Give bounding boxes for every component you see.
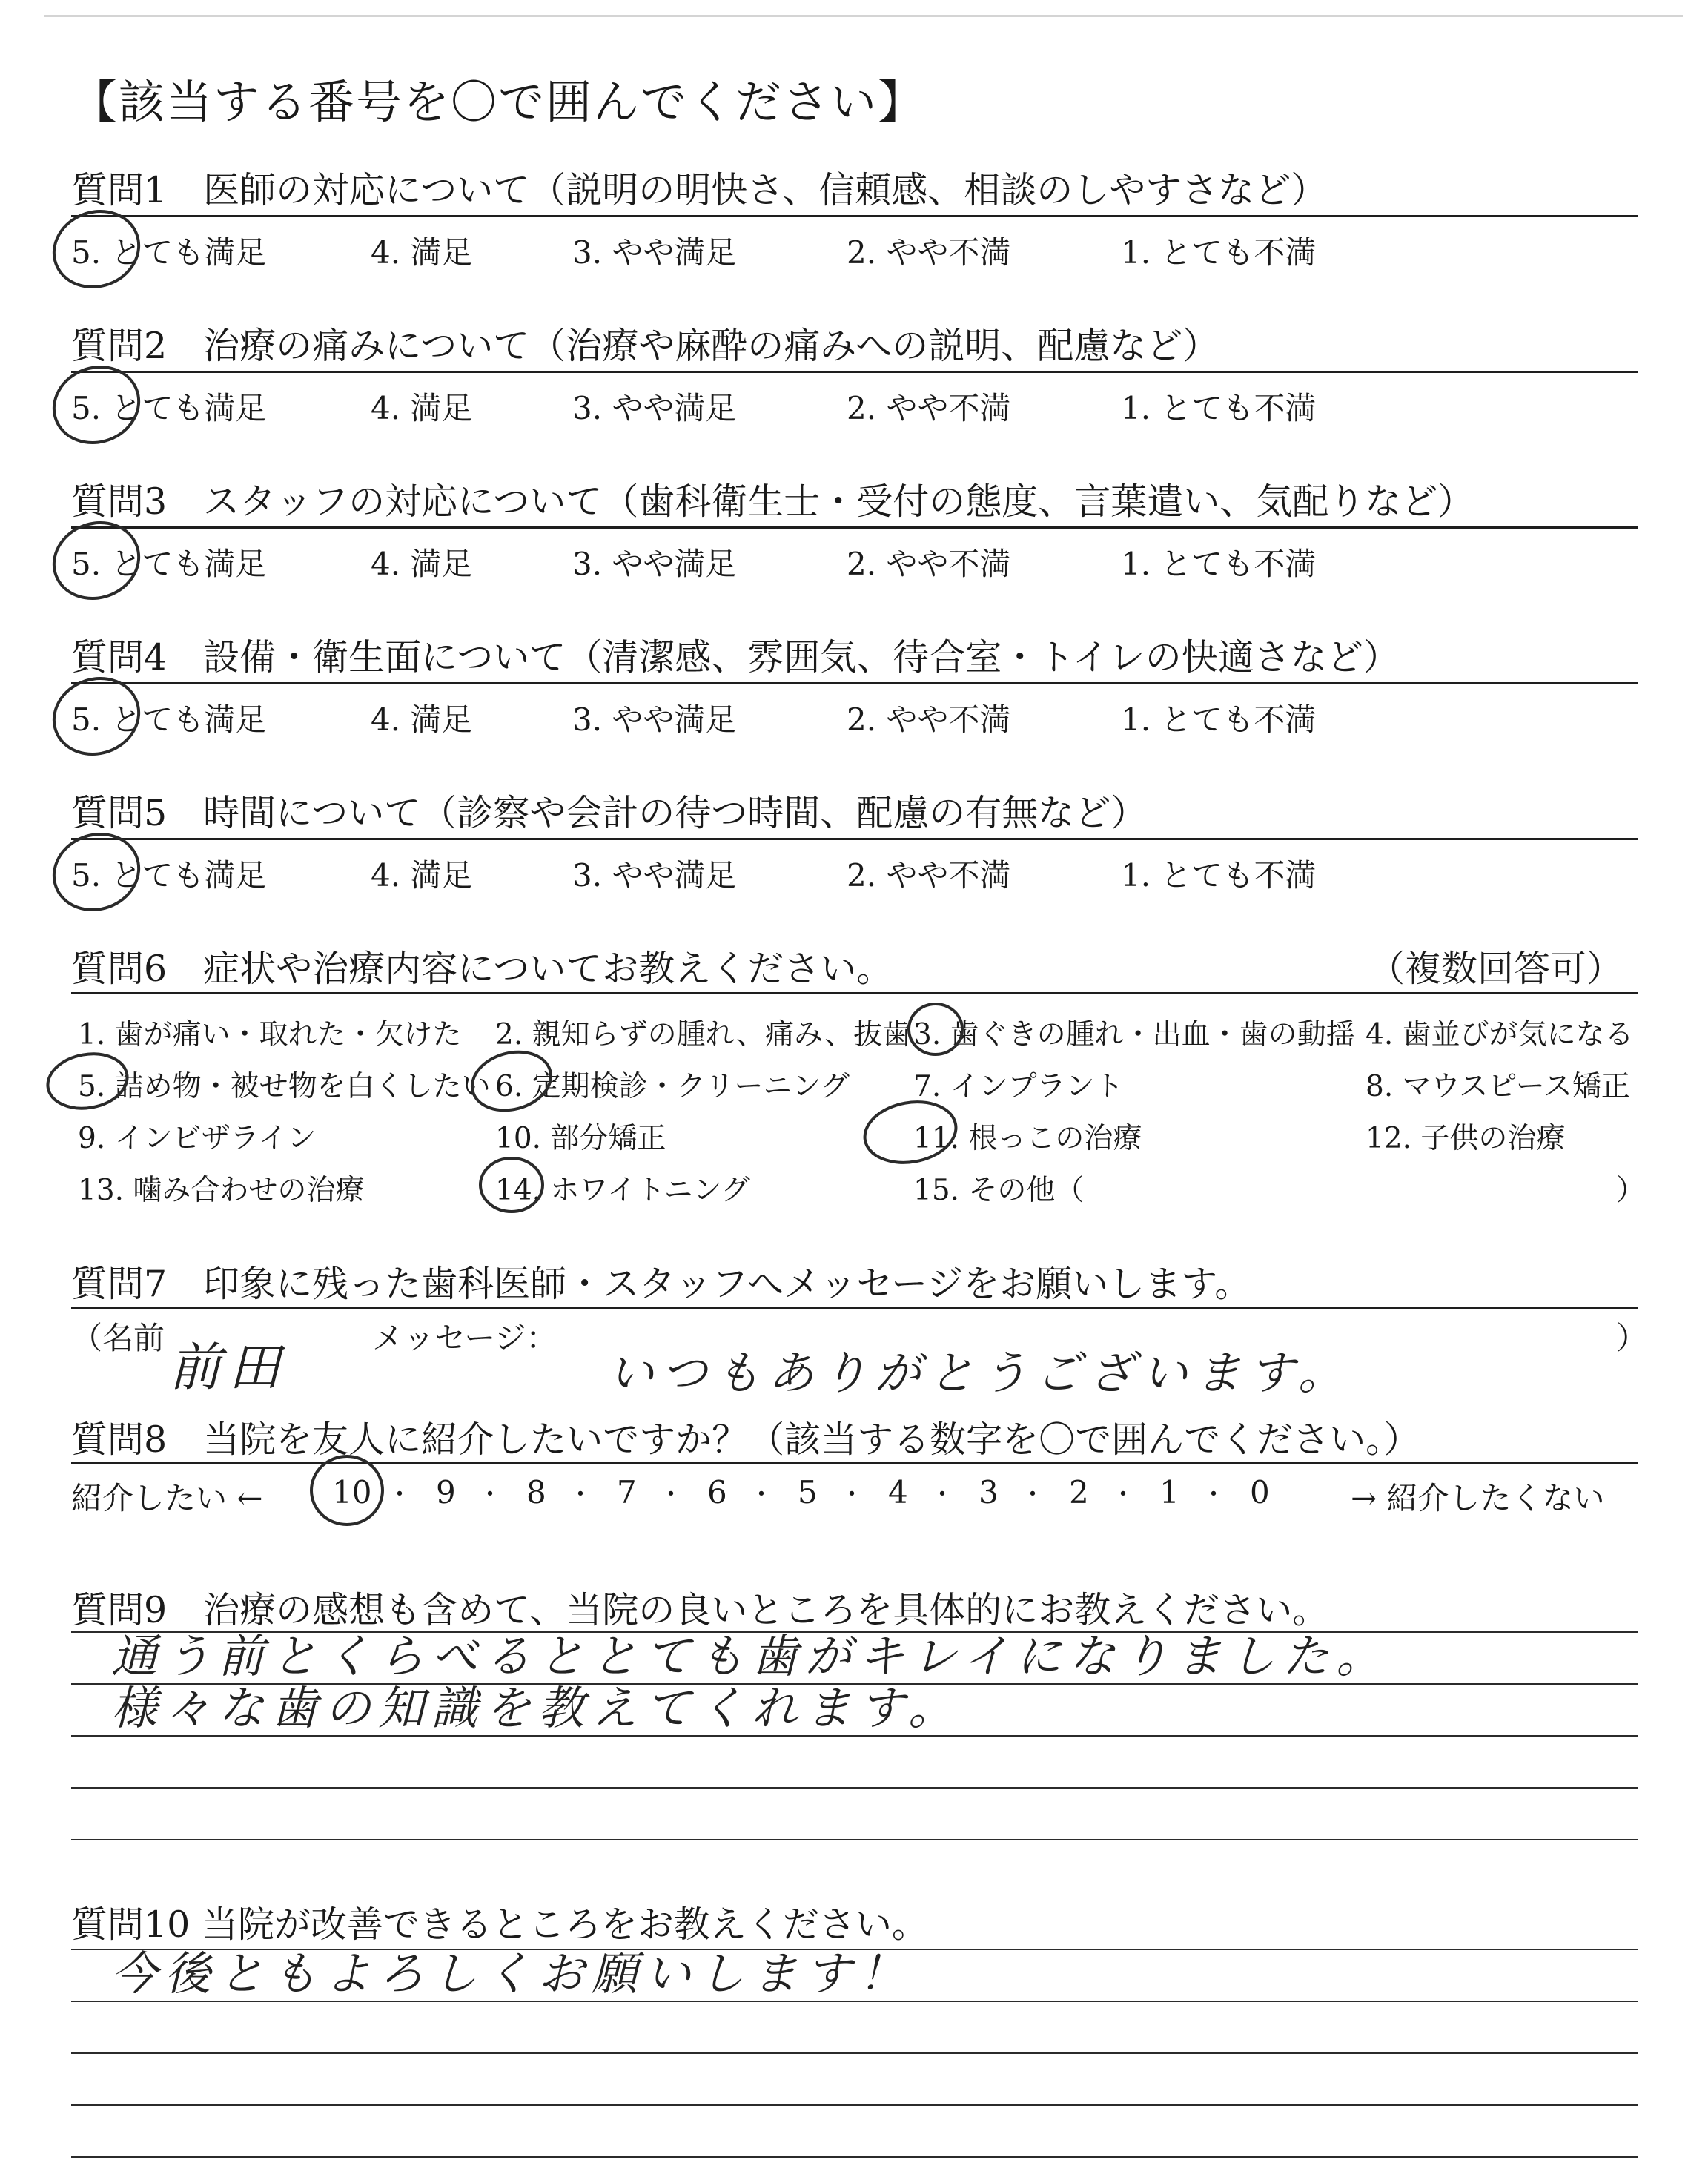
- q2-option-4[interactable]: 4. 満足: [371, 390, 473, 426]
- q6-option-15[interactable]: 15. その他（: [913, 1174, 1085, 1207]
- q8-scale-0[interactable]: 0: [1250, 1474, 1270, 1510]
- q3-option-2[interactable]: 2. やや不満: [847, 546, 1011, 582]
- q5-rule: [71, 838, 1638, 840]
- q8-scale-2[interactable]: 2: [1069, 1474, 1089, 1510]
- q10-answer-rule: [71, 2104, 1638, 2106]
- q1-rule: [71, 215, 1638, 217]
- q7-name-label: （名前: [71, 1320, 165, 1356]
- q6-option-7[interactable]: 7. インプラント: [913, 1070, 1124, 1103]
- q6-other-close-paren: ）: [1616, 1174, 1646, 1207]
- q2-option-5[interactable]: 5. とても満足: [71, 390, 267, 426]
- q9-title: 質問9 治療の感想も含めて、当院の良いところを具体的にお教えください。: [71, 1589, 1329, 1631]
- q6-option-5[interactable]: 5. 詰め物・被せ物を白くしたい: [78, 1070, 491, 1103]
- q7-rule: [71, 1307, 1638, 1309]
- q6-title: 質問6 症状や治療内容についてお教えください。: [71, 948, 893, 990]
- q4-option-5[interactable]: 5. とても満足: [71, 701, 267, 738]
- q5-title: 質問5 時間について（診察や会計の待つ時間、配慮の有無など）: [71, 792, 1148, 834]
- q4-rule: [71, 682, 1638, 684]
- q8-scale-dot: ・: [387, 1480, 412, 1510]
- q10-answer-rule: [71, 2052, 1638, 2054]
- q8-scale-5[interactable]: 5: [798, 1474, 818, 1510]
- q6-option-4[interactable]: 4. 歯並びが気になる: [1366, 1018, 1634, 1051]
- top-border: [44, 15, 1683, 17]
- q3-option-5[interactable]: 5. とても満足: [71, 546, 267, 582]
- q6-option-6[interactable]: 6. 定期検診・クリーニング: [495, 1070, 850, 1103]
- q6-option-12[interactable]: 12. 子供の治療: [1366, 1122, 1566, 1155]
- q9-answer-rule: [71, 1839, 1638, 1840]
- q6-option-1[interactable]: 1. 歯が痛い・取れた・欠けた: [78, 1018, 462, 1051]
- q6-note: （複数回答可）: [1368, 948, 1623, 990]
- q2-rule: [71, 371, 1638, 373]
- q6-option-14[interactable]: 14. ホワイトニング: [495, 1174, 750, 1207]
- q9-answer-rule: [71, 1787, 1638, 1789]
- q8-left-label: 紹介したい ←: [71, 1480, 263, 1516]
- q4-option-4[interactable]: 4. 満足: [371, 701, 473, 738]
- q10-title: 質問10 当院が改善できるところをお教えください。: [71, 1903, 928, 1946]
- q7-title: 質問7 印象に残った歯科医師・スタッフへメッセージをお願いします。: [71, 1263, 1251, 1305]
- q8-scale-dot: ・: [568, 1480, 593, 1510]
- q1-option-2[interactable]: 2. やや不満: [847, 234, 1011, 271]
- q8-scale-3[interactable]: 3: [979, 1474, 999, 1510]
- q5-option-4[interactable]: 4. 満足: [371, 857, 473, 894]
- q6-option-8[interactable]: 8. マウスピース矯正: [1366, 1070, 1630, 1103]
- q8-scale-10[interactable]: 10: [332, 1474, 372, 1510]
- q4-title: 質問4 設備・衛生面について（清潔感、雰囲気、待合室・トイレの快適さなど）: [71, 636, 1400, 678]
- q9-answer-line-2[interactable]: 様々な歯の知識を教えてくれます。: [111, 1681, 962, 1735]
- q2-option-2[interactable]: 2. やや不満: [847, 390, 1011, 426]
- q10-answer-rule: [71, 2001, 1638, 2002]
- q1-option-3[interactable]: 3. やや満足: [572, 234, 737, 271]
- q4-option-2[interactable]: 2. やや不満: [847, 701, 1011, 738]
- q1-option-1[interactable]: 1. とても不満: [1121, 234, 1317, 271]
- q8-scale-dot: ・: [1020, 1480, 1045, 1510]
- q7-name-value[interactable]: 前田: [169, 1337, 288, 1398]
- q9-answer-rule: [71, 1735, 1638, 1737]
- q5-option-2[interactable]: 2. やや不満: [847, 857, 1011, 894]
- q7-message-value[interactable]: いつもありがとうございます。: [608, 1346, 1352, 1400]
- q3-option-4[interactable]: 4. 満足: [371, 546, 473, 582]
- form-heading: 【該当する番号を〇で囲んでください】: [71, 75, 926, 129]
- q5-option-5[interactable]: 5. とても満足: [71, 857, 267, 894]
- q1-title: 質問1 医師の対応について（説明の明快さ、信頼感、相談のしやすさなど）: [71, 169, 1328, 211]
- q8-scale-4[interactable]: 4: [888, 1474, 908, 1510]
- q8-scale-dot: ・: [477, 1480, 503, 1510]
- q3-rule: [71, 526, 1638, 529]
- q8-scale-dot: ・: [930, 1480, 955, 1510]
- q8-scale-6[interactable]: 6: [707, 1474, 727, 1510]
- q6-option-3[interactable]: 3. 歯ぐきの腫れ・出血・歯の動揺: [913, 1018, 1355, 1051]
- q8-scale-1[interactable]: 1: [1159, 1474, 1179, 1510]
- q10-answer-line-1[interactable]: 今後ともよろしくお願いします！: [111, 1946, 913, 2001]
- q6-option-9[interactable]: 9. インビザライン: [78, 1122, 317, 1155]
- q8-scale-dot: ・: [1110, 1480, 1136, 1510]
- q4-option-3[interactable]: 3. やや満足: [572, 701, 737, 738]
- q3-option-3[interactable]: 3. やや満足: [572, 546, 737, 582]
- q6-option-2[interactable]: 2. 親知らずの腫れ、痛み、抜歯: [495, 1018, 912, 1051]
- q8-scale-dot: ・: [749, 1480, 774, 1510]
- q1-option-5[interactable]: 5. とても満足: [71, 234, 267, 271]
- q2-title: 質問2 治療の痛みについて（治療や麻酔の痛みへの説明、配慮など）: [71, 325, 1219, 367]
- q2-option-1[interactable]: 1. とても不満: [1121, 390, 1317, 426]
- q2-option-3[interactable]: 3. やや満足: [572, 390, 737, 426]
- q1-option-4[interactable]: 4. 満足: [371, 234, 473, 271]
- q10-answer-rule: [71, 2156, 1638, 2158]
- q4-option-1[interactable]: 1. とても不満: [1121, 701, 1317, 738]
- q6-option-11[interactable]: 11. 根っこの治療: [913, 1122, 1142, 1155]
- q9-answer-line-1[interactable]: 通う前とくらべるととても歯がキレイになりました。: [111, 1629, 1390, 1683]
- q3-title: 質問3 スタッフの対応について（歯科衛生士・受付の態度、言葉遣い、気配りなど）: [71, 480, 1474, 523]
- q6-rule: [71, 992, 1638, 994]
- q7-close-paren: ）: [1616, 1320, 1648, 1356]
- q8-scale-9[interactable]: 9: [436, 1474, 456, 1510]
- q5-option-3[interactable]: 3. やや満足: [572, 857, 737, 894]
- q5-option-1[interactable]: 1. とても不満: [1121, 857, 1317, 894]
- q8-scale-dot: ・: [658, 1480, 683, 1510]
- q8-scale-8[interactable]: 8: [526, 1474, 546, 1510]
- q8-scale-dot: ・: [1201, 1480, 1226, 1510]
- q8-scale-dot: ・: [839, 1480, 864, 1510]
- q8-title: 質問8 当院を友人に紹介したいですか？（該当する数字を〇で囲んでください。）: [71, 1418, 1420, 1461]
- q3-option-1[interactable]: 1. とても不満: [1121, 546, 1317, 582]
- q6-option-13[interactable]: 13. 噛み合わせの治療: [78, 1174, 365, 1207]
- q8-scale-7[interactable]: 7: [617, 1474, 637, 1510]
- q6-option-10[interactable]: 10. 部分矯正: [495, 1122, 666, 1155]
- q7-message-label: メッセージ：: [372, 1320, 557, 1356]
- q8-right-label: → 紹介したくない: [1351, 1480, 1605, 1516]
- q8-rule: [71, 1462, 1638, 1464]
